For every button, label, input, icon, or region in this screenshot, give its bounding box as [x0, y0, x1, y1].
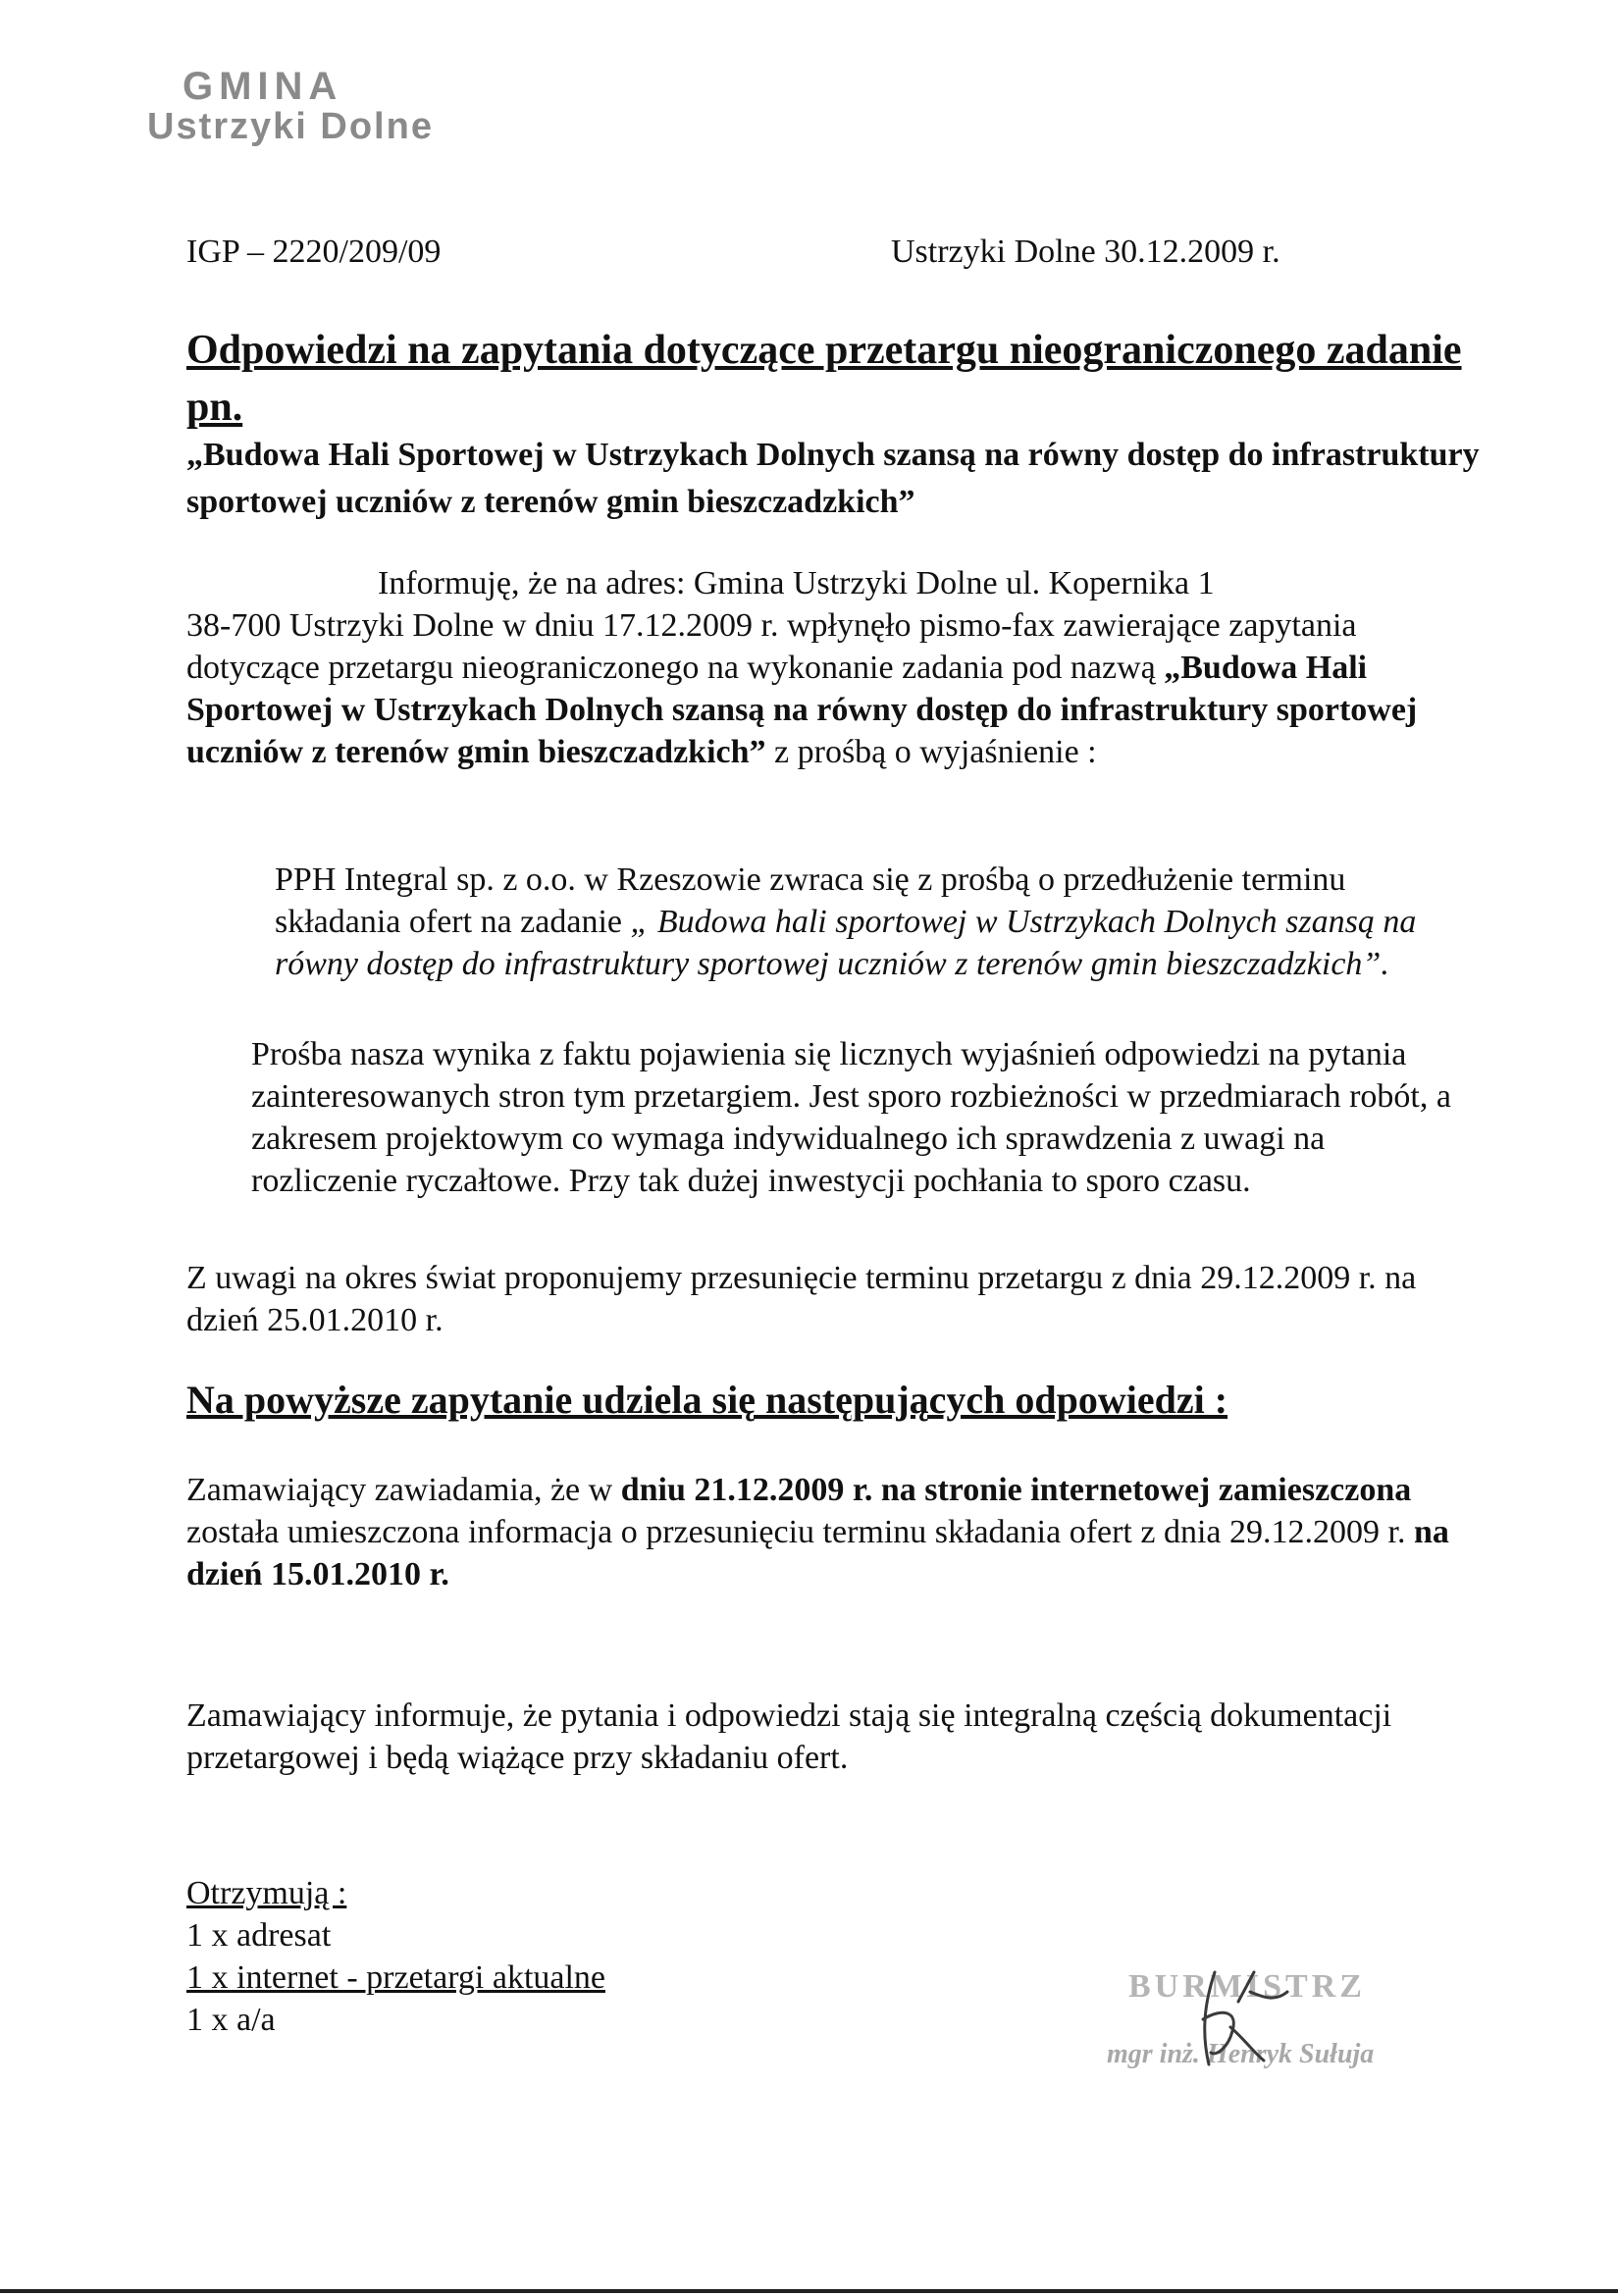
document-title: Odpowiedzi na zapytania dotyczące przetargu nieograniczonego zadanie pn. — [186, 328, 1462, 430]
answer1-text-2: została umieszczona informacja o przesunięciu terminu składania ofert z dnia 29.12.2009 r. — [186, 1514, 1414, 1550]
reference-number: IGP – 2220/209/09 — [186, 234, 442, 270]
answer1-bold-2: na dzień 15.01.2010 r. — [186, 1514, 1449, 1592]
stamp-name: mgr inż. Henryk Sułuja — [1107, 2039, 1375, 2069]
answer1-bold-1: dniu 21.12.2009 r. na stronie internetowej zamieszczona — [620, 1472, 1412, 1508]
pph-text: PPH Integral sp. z o.o. w Rzeszowie zwraca się z prośbą o przedłużenie terminu składania ofert na zadanie — [275, 861, 1346, 940]
mayor-stamp — [1107, 1962, 1401, 2090]
info-body — [186, 604, 1472, 773]
recipient-item: 1 x adresat — [186, 1917, 332, 1954]
recipients-heading: Otrzymują : — [186, 1875, 347, 1911]
logo-line-1: GMINA — [183, 65, 343, 108]
recipient-item: 1 x a/a — [186, 2002, 276, 2038]
scan-edge-line — [0, 2289, 1618, 2293]
answer-paragraph-2: Zamawiający informuje, że pytania i odpowiedzi stają się integralną częścią dokumentacji przetargowej i będą wiążące przy składaniu ofert. — [186, 1697, 1392, 1776]
signature-icon — [1107, 1962, 1401, 2090]
answer1-text-1: Zamawiający zawiadamia, że w — [186, 1472, 621, 1508]
info-text: 38-700 Ustrzyki Dolne w dniu 17.12.2009 r. wpłynęło pismo-fax zawierające zapytania dotyczące przetargu nieograniczonego na wykonanie zadania pod nazwą — [186, 607, 1357, 686]
tender-subject: „Budowa Hali Sportowej w Ustrzykach Dolnych szansą na równy dostęp do infrastruktury sportowej uczniów z terenów gmin bieszczadzkich” — [186, 437, 1480, 520]
request-paragraph — [186, 1033, 1472, 1202]
recipients-list — [186, 1872, 605, 2041]
place-and-date: Ustrzyki Dolne 30.12.2009 r. — [891, 234, 1280, 270]
recipient-item: 1 x internet - przetargi aktualne — [186, 1959, 606, 1996]
request-text: Prośba nasza wynika z faktu pojawienia się licznych wyjaśnień odpowiedzi na pytania zainteresowanych stron tym przetargiem. Jest sporo rozbieżności w przedmiarach robót, a zakresem projektowym co wymaga indywidualnego ich sprawdzenia z uwagi na rozliczenie ryczałtowe. Przy tak dużej inwestycji pochłania to sporo czasu. — [251, 1036, 1451, 1199]
answer-paragraph-1 — [186, 1469, 1472, 1595]
proposal-paragraph: Z uwagi na okres świat proponujemy przesunięcie terminu przetargu z dnia 29.12.2009 r. na dzień 25.01.2010 r. — [186, 1260, 1417, 1338]
info-line-1: Informuję, że na adres: Gmina Ustrzyki Dolne ul. Kopernika 1 — [378, 565, 1215, 601]
pph-body — [186, 859, 1472, 985]
pph-paragraph — [186, 859, 1472, 985]
info-bold-name: „Budowa Hali Sportowej w Ustrzykach Dolnych szansą na równy dostęp do infrastruktury sportowej uczniów z terenów gmin bieszczadzkich” — [186, 650, 1418, 770]
info-paragraph — [186, 562, 1472, 773]
answers-heading: Na powyższe zapytanie udziela się następujących odpowiedzi : — [186, 1378, 1228, 1422]
pph-italic-name: „ Budowa hali sportowej w Ustrzykach Dolnych szansą na równy dostęp do infrastruktury sportowej uczniów z terenów gmin bieszczadzkich”. — [275, 904, 1417, 982]
logo-line-2: Ustrzyki Dolne — [147, 106, 434, 147]
municipality-logo — [147, 67, 434, 145]
info-request: z prośbą o wyjaśnienie : — [765, 734, 1097, 770]
stamp-title: BURMISTRZ — [1128, 1968, 1366, 2005]
